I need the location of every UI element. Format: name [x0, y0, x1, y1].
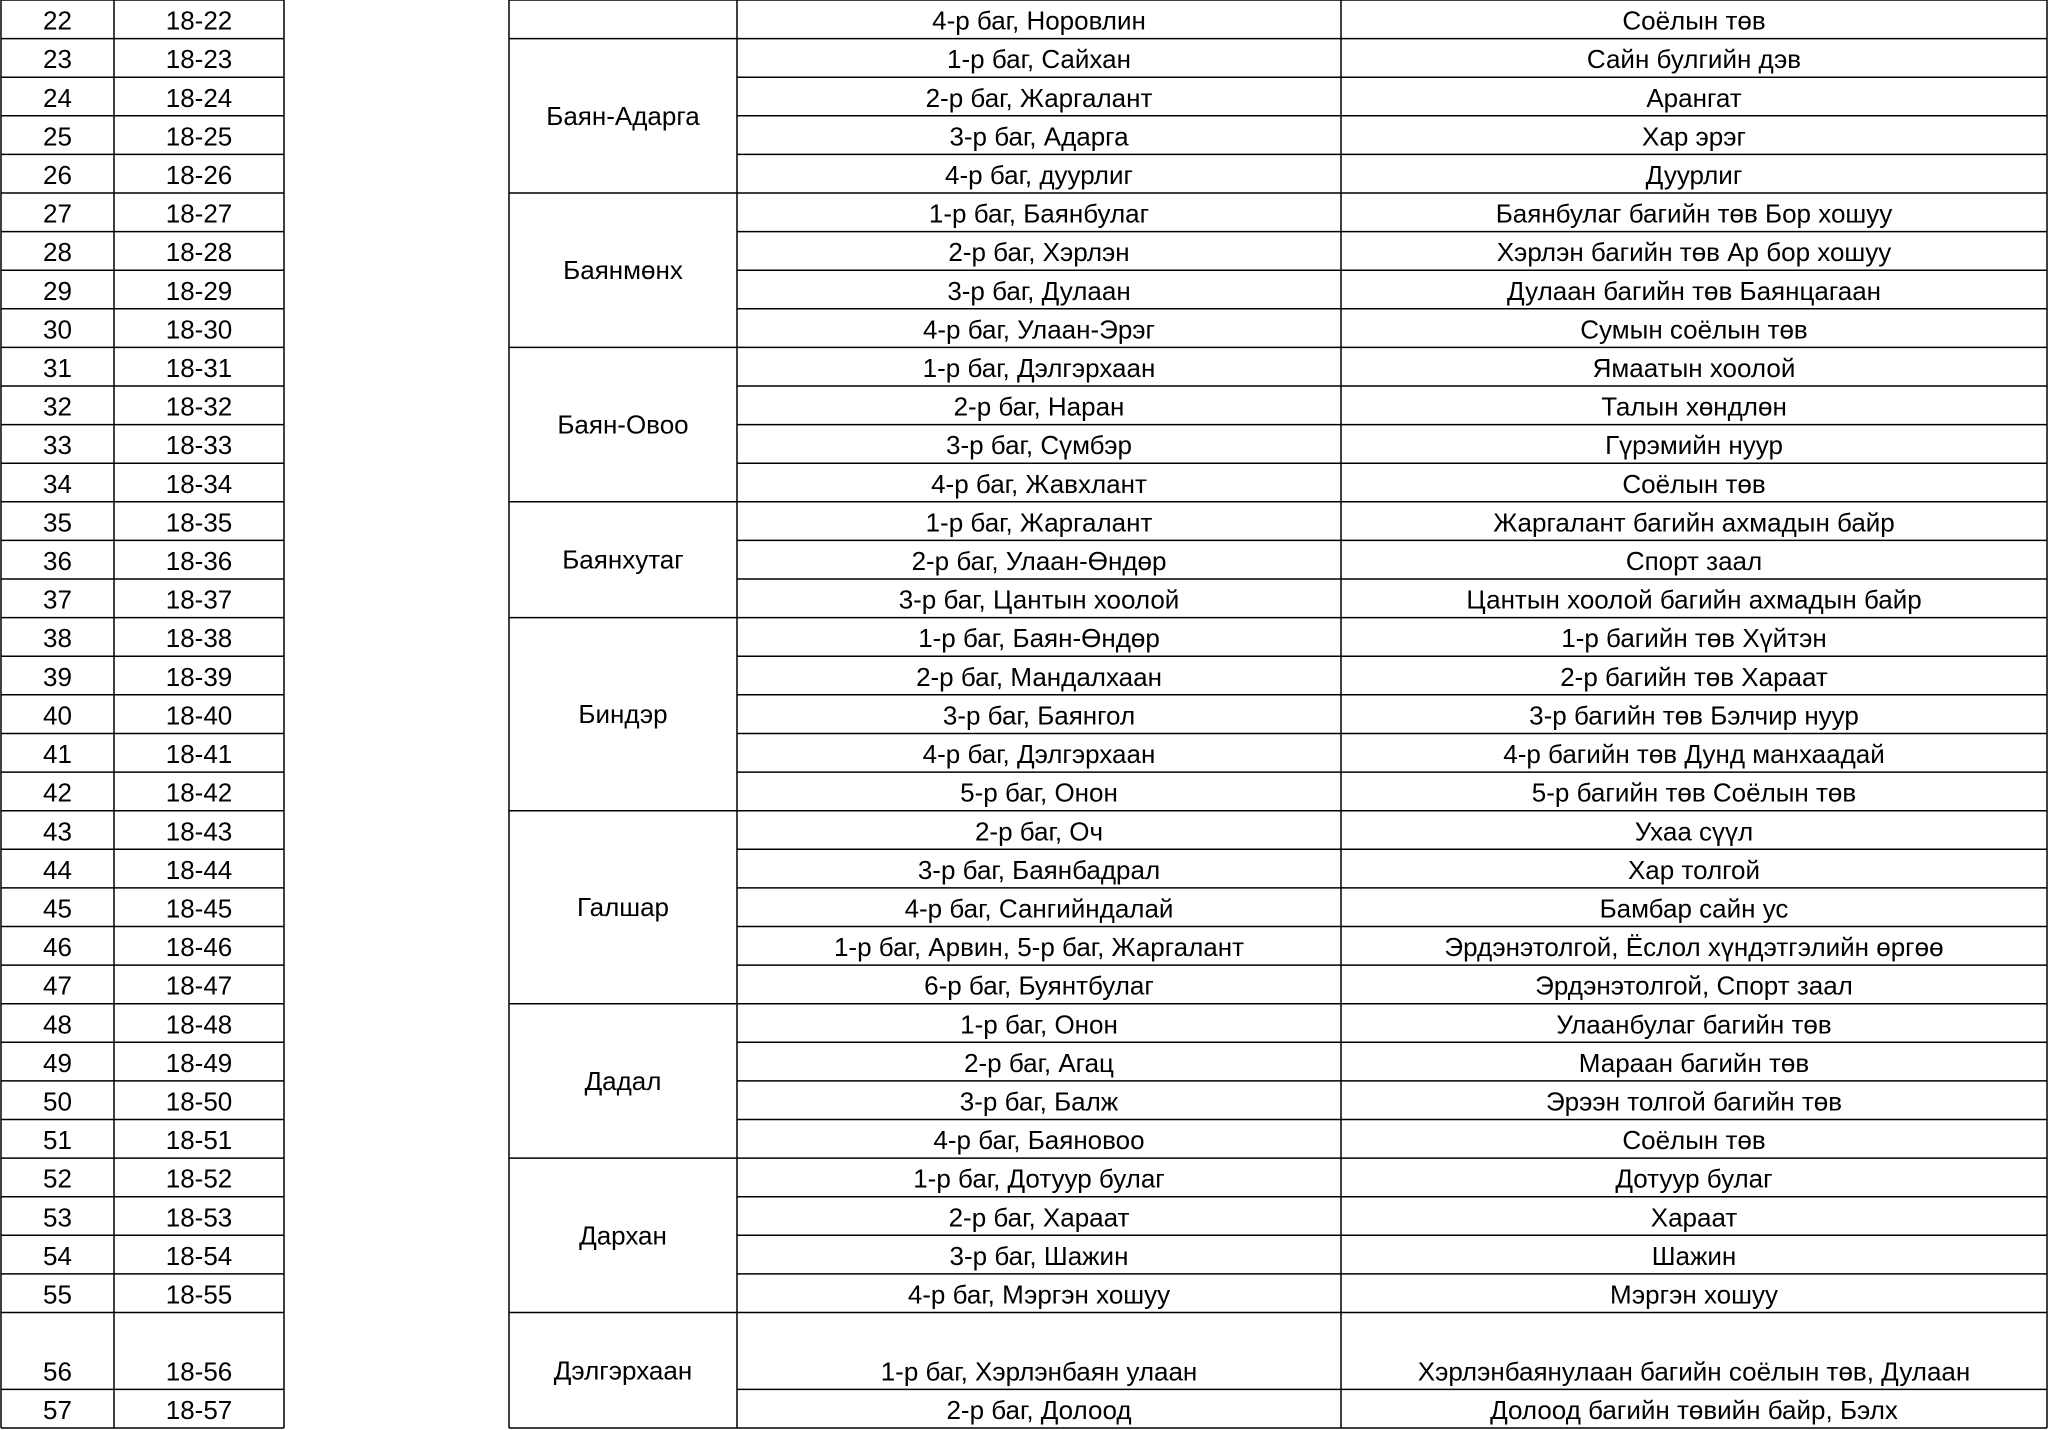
row-number: 43	[43, 816, 72, 847]
polling-location: Шажин	[1651, 1240, 1737, 1271]
bag-name: 3-р баг, Баянгол	[942, 700, 1136, 731]
precinct-code: 18-41	[165, 739, 233, 770]
bag-name: 4-р баг, Сангийндалай	[904, 893, 1174, 924]
bag-name: 2-р баг, Улаан-Өндөр	[911, 546, 1167, 576]
precinct-code: 18-45	[165, 893, 233, 924]
polling-location: Хэрлэн багийн төв Ар бор хошуу	[1496, 237, 1892, 268]
precinct-code: 18-42	[165, 777, 233, 808]
polling-location: Цантын хоолой багийн ахмадын байр	[1466, 584, 1922, 615]
precinct-code: 18-40	[165, 700, 233, 731]
row-number: 33	[43, 430, 72, 461]
precinct-code: 18-44	[165, 854, 233, 885]
polling-location: Хар эрэг	[1642, 121, 1746, 152]
row-number: 53	[43, 1202, 72, 1233]
polling-location: Арангат	[1646, 82, 1742, 113]
precinct-code: 18-55	[165, 1279, 233, 1310]
bag-name: 3-р баг, Баянбадрал	[917, 854, 1161, 885]
bag-name: 4-р баг, Баяновоо	[933, 1125, 1145, 1156]
row-number: 47	[43, 970, 72, 1001]
precinct-code: 18-36	[165, 546, 233, 576]
bag-name: 3-р баг, Сүмбэр	[946, 430, 1132, 461]
bag-name: 1-р баг, Хэрлэнбаян улаан	[880, 1356, 1198, 1387]
polling-location: Соёлын төв	[1622, 1125, 1766, 1156]
row-number: 30	[43, 314, 72, 345]
polling-location: Мараан багийн төв	[1578, 1047, 1810, 1078]
row-number: 55	[43, 1279, 72, 1310]
bag-name: 6-р баг, Буянтбулаг	[924, 970, 1154, 1001]
polling-location: 3-р багийн төв Бэлчир нуур	[1529, 700, 1859, 731]
bag-name: 3-р баг, Цантын хоолой	[898, 584, 1180, 615]
polling-location: Жаргалант багийн ахмадын байр	[1493, 507, 1895, 538]
bag-name: 2-р баг, Наран	[953, 391, 1125, 422]
row-number: 40	[43, 700, 72, 731]
precinct-code: 18-24	[165, 82, 233, 113]
precinct-code: 18-54	[165, 1240, 233, 1271]
polling-location: Эрдэнэтолгой, Спорт заал	[1535, 970, 1853, 1001]
bag-name: 1-р баг, Дотуур булаг	[913, 1163, 1165, 1194]
precinct-code: 18-31	[165, 353, 233, 383]
bag-name: 1-р баг, Баян-Өндөр	[918, 623, 1160, 654]
bag-name: 1-р баг, Жаргалант	[925, 507, 1153, 538]
polling-location: Сумын соёлын төв	[1580, 314, 1808, 345]
bag-name: 5-р баг, Онон	[960, 777, 1118, 808]
row-number: 22	[43, 5, 72, 36]
bag-name: 3-р баг, Адарга	[949, 121, 1129, 152]
polling-location: Дуурлиг	[1645, 160, 1743, 190]
polling-location: Гүрэмийн нуур	[1605, 430, 1783, 461]
precinct-code: 18-46	[165, 932, 233, 963]
precinct-code: 18-53	[165, 1202, 233, 1233]
polling-location: Спорт заал	[1625, 546, 1763, 576]
row-number: 27	[43, 198, 72, 229]
polling-location: Бамбар сайн ус	[1599, 893, 1789, 924]
bag-name: 1-р баг, Арвин, 5-р баг, Жаргалант	[833, 932, 1245, 963]
polling-location: Сайн булгийн дэв	[1586, 44, 1802, 75]
bag-name: 2-р баг, Хэрлэн	[948, 237, 1130, 268]
row-number: 28	[43, 237, 72, 268]
row-number: 32	[43, 391, 72, 422]
bag-name: 1-р баг, Дэлгэрхаан	[922, 353, 1156, 383]
row-number: 24	[43, 82, 72, 113]
row-number: 41	[43, 739, 72, 770]
bag-name: 2-р баг, Жаргалант	[925, 82, 1153, 113]
soum-name: Баянхутаг	[562, 544, 684, 575]
row-number: 36	[43, 546, 72, 576]
bag-name: 4-р баг, Улаан-Эрэг	[922, 314, 1156, 345]
polling-location: Долоод багийн төвийн байр, Бэлх	[1490, 1395, 1898, 1425]
precinct-code: 18-57	[165, 1395, 233, 1425]
precinct-code: 18-22	[165, 5, 233, 36]
bag-name: 4-р баг, Дэлгэрхаан	[922, 739, 1156, 770]
soum-name: Баянмөнх	[563, 255, 683, 286]
precinct-code: 18-28	[165, 237, 233, 268]
polling-location: Хэрлэнбаянулаан багийн соёлын төв, Дулаан	[1417, 1356, 1971, 1387]
precinct-code: 18-33	[165, 430, 233, 461]
row-number: 48	[43, 1009, 72, 1040]
row-number: 26	[43, 160, 72, 190]
precinct-code: 18-29	[165, 275, 233, 306]
polling-location: Дотуур булаг	[1615, 1163, 1773, 1194]
bag-name: 2-р баг, Оч	[974, 816, 1104, 847]
bag-name: 3-р баг, Балж	[959, 1086, 1119, 1117]
precinct-code: 18-52	[165, 1163, 233, 1194]
polling-location: Баянбулаг багийн төв Бор хошуу	[1495, 198, 1893, 229]
precinct-code: 18-47	[165, 970, 233, 1001]
precinct-code: 18-27	[165, 198, 233, 229]
bag-name: 3-р баг, Дулаан	[947, 275, 1131, 306]
row-number: 42	[43, 777, 72, 808]
polling-location: 5-р багийн төв Соёлын төв	[1531, 777, 1857, 808]
row-number: 57	[43, 1395, 72, 1425]
precinct-code: 18-25	[165, 121, 233, 152]
bag-name: 2-р баг, Хараат	[948, 1202, 1130, 1233]
bag-name: 4-р баг, дуурлиг	[945, 160, 1133, 190]
soum-name: Биндэр	[578, 699, 668, 730]
row-number: 49	[43, 1047, 72, 1078]
soum-name: Дадал	[584, 1065, 662, 1096]
row-number: 51	[43, 1125, 72, 1156]
polling-location: 1-р багийн төв Хүйтэн	[1561, 623, 1827, 654]
polling-location: Мэргэн хошуу	[1609, 1279, 1779, 1310]
bag-name: 1-р баг, Сайхан	[947, 44, 1131, 75]
row-number: 34	[43, 468, 72, 499]
polling-location: Соёлын төв	[1622, 5, 1766, 36]
polling-location: Ямаатын хоолой	[1592, 353, 1796, 383]
polling-location: Талын хөндлөн	[1601, 391, 1787, 422]
precinct-code: 18-43	[165, 816, 233, 847]
bag-name: 2-р баг, Долоод	[946, 1395, 1132, 1425]
precinct-code: 18-32	[165, 391, 233, 422]
soum-name: Баян-Овоо	[557, 409, 689, 440]
polling-location: Соёлын төв	[1622, 468, 1766, 499]
soum-name: Дэлгэрхаан	[553, 1355, 693, 1386]
soum-name: Дархан	[579, 1220, 667, 1251]
polling-location: Ухаа сүүл	[1634, 816, 1754, 847]
row-number: 54	[43, 1240, 72, 1271]
polling-location: 4-р багийн төв Дунд манхаадай	[1503, 739, 1885, 770]
bag-name: 2-р баг, Мандалхаан	[916, 661, 1162, 692]
precinct-code: 18-56	[165, 1356, 233, 1387]
polling-location: Эрдэнэтолгой, Ёслол хүндэтгэлийн өргөө	[1444, 932, 1944, 963]
row-number: 44	[43, 854, 72, 885]
row-number: 46	[43, 932, 72, 963]
soum-name: Баян-Адарга	[546, 100, 700, 131]
precinct-code: 18-26	[165, 160, 233, 190]
row-number: 29	[43, 275, 72, 306]
polling-location: Дулаан багийн төв Баянцагаан	[1506, 275, 1882, 306]
precinct-code: 18-48	[165, 1009, 233, 1040]
row-number: 50	[43, 1086, 72, 1117]
row-number: 31	[43, 353, 72, 383]
precinct-code: 18-51	[165, 1125, 233, 1156]
bag-name: 3-р баг, Шажин	[949, 1240, 1129, 1271]
bag-name: 1-р баг, Онон	[960, 1009, 1118, 1040]
bag-name: 4-р баг, Мэргэн хошуу	[907, 1279, 1171, 1310]
row-number: 23	[43, 44, 72, 75]
bag-name: 4-р баг, Норовлин	[932, 5, 1146, 36]
precinct-code: 18-30	[165, 314, 233, 345]
row-number: 37	[43, 584, 72, 615]
bag-name: 2-р баг, Агац	[964, 1047, 1114, 1078]
polling-location: Хараат	[1650, 1202, 1738, 1233]
precinct-code: 18-23	[165, 44, 233, 75]
bag-name: 1-р баг, Баянбулаг	[928, 198, 1150, 229]
row-number: 38	[43, 623, 72, 654]
bag-name: 4-р баг, Жавхлант	[931, 468, 1147, 499]
polling-location: Хар толгой	[1627, 854, 1761, 885]
row-number: 35	[43, 507, 72, 538]
soum-name: Галшар	[576, 892, 670, 923]
precinct-code: 18-35	[165, 507, 233, 538]
row-number: 39	[43, 661, 72, 692]
precinct-code: 18-39	[165, 661, 233, 692]
row-number: 45	[43, 893, 72, 924]
row-number: 56	[43, 1356, 72, 1387]
precinct-code: 18-37	[165, 584, 233, 615]
row-number: 25	[43, 121, 72, 152]
polling-location: 2-р багийн төв Хараат	[1560, 661, 1828, 692]
precinct-code: 18-49	[165, 1047, 233, 1078]
row-number: 52	[43, 1163, 72, 1194]
polling-location: Эрээн толгой багийн төв	[1545, 1086, 1843, 1117]
precinct-code: 18-34	[165, 468, 233, 499]
polling-location: Улаанбулаг багийн төв	[1556, 1009, 1832, 1040]
precinct-code: 18-50	[165, 1086, 233, 1117]
precinct-code: 18-38	[165, 623, 233, 654]
